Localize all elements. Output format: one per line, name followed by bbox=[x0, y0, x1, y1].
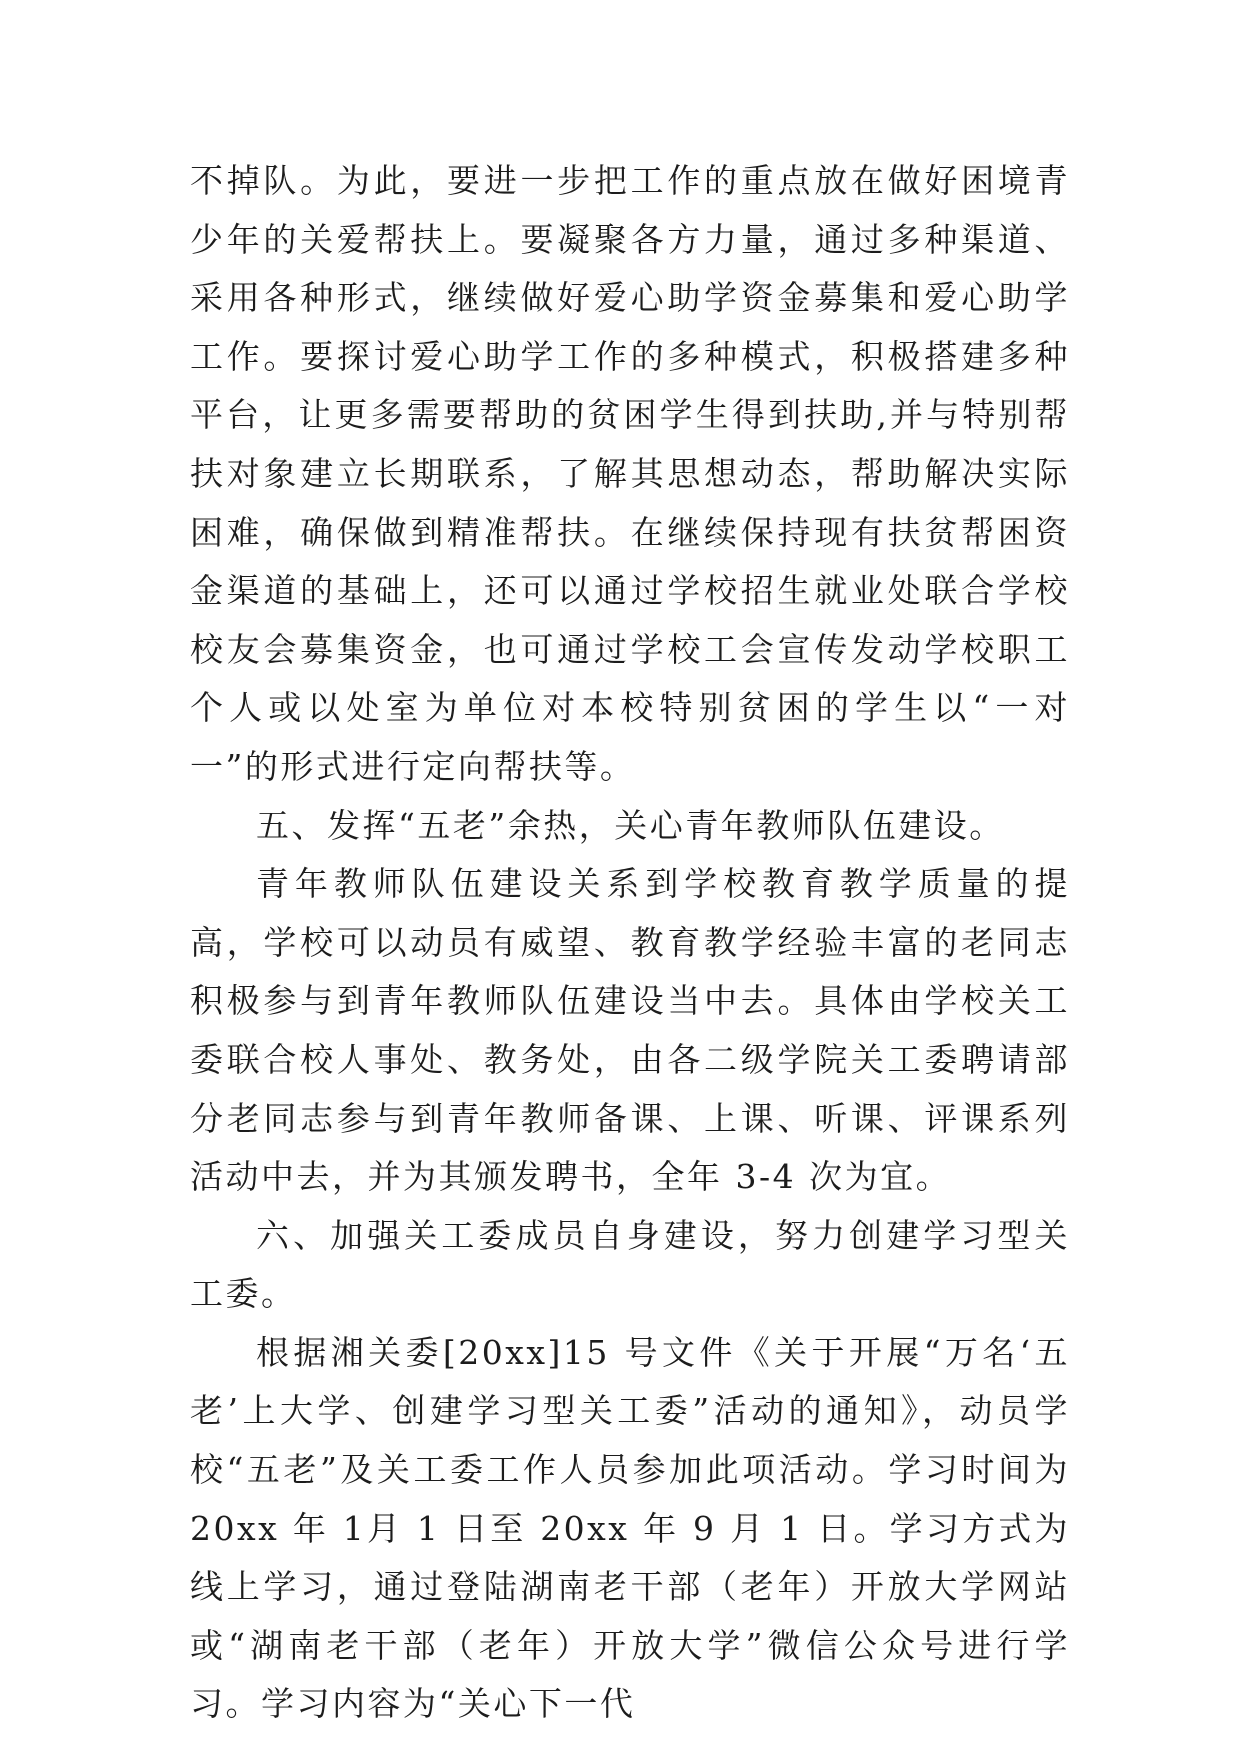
paragraph-learning-activity: 根据湘关委[20xx]15 号文件《关于开展“万名‘五老’上大学、创建学习型关工委”活动的通知》，动员学校“五老”及关工委工作人员参加此项活动。学习时间为 20xx 年 1月 1 日至 20xx 年 9 月 1 日。学习方式为线上学习，通过登陆湖南老干部（老年）开放大学网站或“湖南老干部（老年）开放大学”微信公众号进行学习。学习内容为“关心下一代 bbox=[190, 1332, 1070, 1724]
paragraph-young-teachers: 青年教师队伍建设关系到学校教育教学质量的提高，学校可以动员有威望、教育教学经验丰富的老同志积极参与到青年教师队伍建设当中去。具体由学校关工委联合校人事处、教务处，由各二级学院关工委聘请部分老同志参与到青年教师备课、上课、听课、评课系列活动中去，并为其颁发聘书，全年 3-4 次为宜。 bbox=[190, 864, 1070, 1197]
paragraph-continuation: 不掉队。为此，要进一步把工作的重点放在做好困境青少年的关爱帮扶上。要凝聚各方力量，通过多种渠道、采用各种形式，继续做好爱心助学资金募集和爱心助学工作。要探讨爱心助学工作的多种模式，积极搭建多种平台，让更多需要帮助的贫困学生得到扶助,并与特别帮扶对象建立长期联系，了解其思想动态，帮助解决实际困难，确保做到精准帮扶。在继续保持现有扶贫帮困资金渠道的基础上，还可以通过学校招生就业处联合学校校友会募集资金，也可通过学校工会宣传发动学校职工个人或以处室为单位对本校特别贫困的学生以“一对一”的形式进行定向帮扶等。 bbox=[190, 161, 1070, 786]
document-body bbox=[190, 152, 1070, 1734]
section-heading-six: 六、加强关工委成员自身建设，努力创建学习型关工委。 bbox=[190, 1215, 1070, 1314]
section-heading-five: 五、发挥“五老”余热，关心青年教师队伍建设。 bbox=[256, 805, 1005, 845]
